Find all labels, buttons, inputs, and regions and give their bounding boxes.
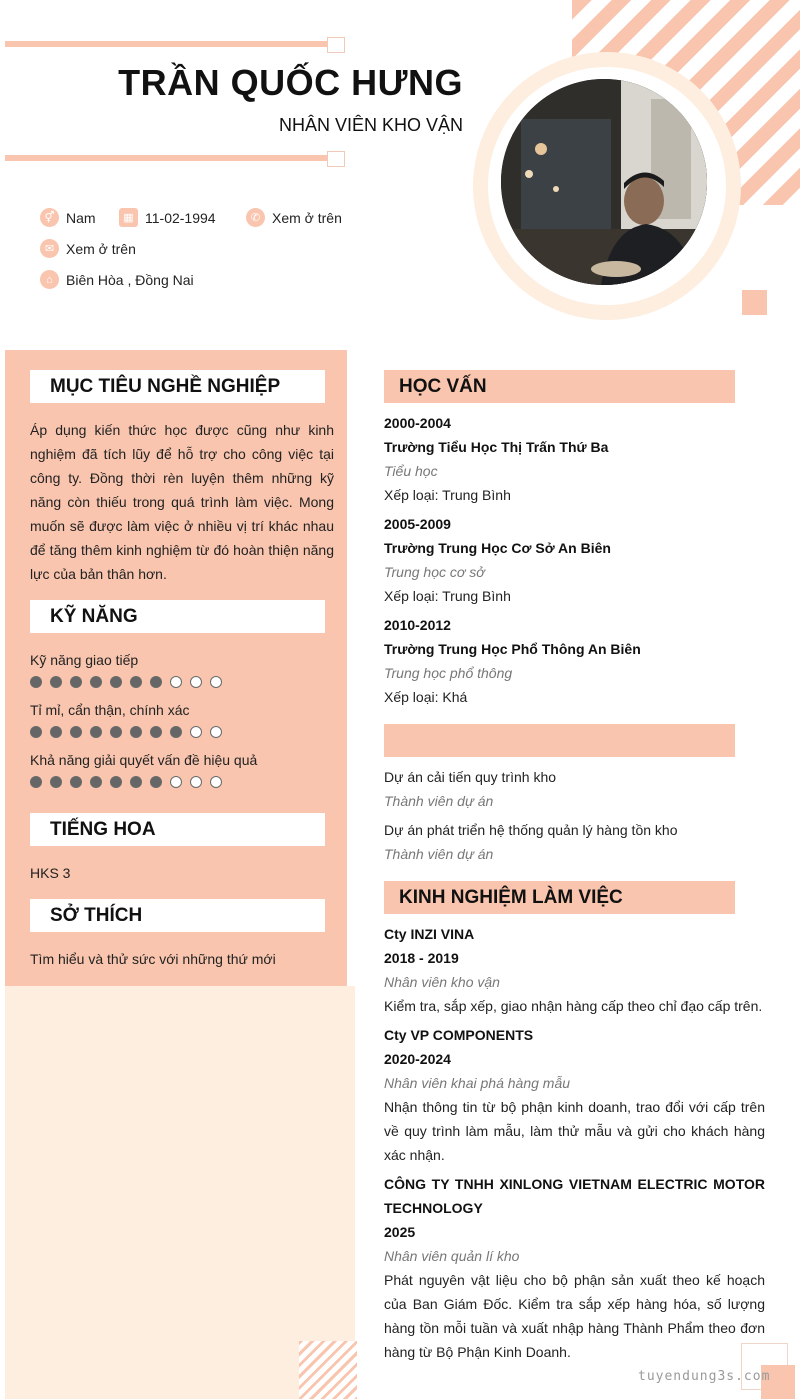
- experience-heading: KINH NGHIỆM LÀM VIỆC: [384, 881, 735, 914]
- rating-dot-filled: [70, 726, 82, 738]
- rating-dot-empty: [190, 776, 202, 788]
- projects-heading: [384, 724, 735, 757]
- rating-dot-empty: [190, 726, 202, 738]
- gender-value: Nam: [66, 209, 96, 226]
- experience-position: Nhân viên quản lí kho: [384, 1248, 520, 1264]
- rating-dot-filled: [50, 776, 62, 788]
- experience-description: Nhận thông tin từ bộ phận kinh doanh, trao đổi với cấp trên về quy trình làm mẫu, làm thử mẫu và gửi cho khách hàng xác nhận.: [384, 1099, 765, 1163]
- email-icon: ✉: [40, 239, 59, 258]
- project-name: Dự án phát triển hệ thống quản lý hàng tồn kho: [384, 822, 678, 838]
- education-level: Trung học cơ sở: [384, 564, 485, 580]
- skills-heading: KỸ NĂNG: [30, 600, 325, 633]
- rating-dot-empty: [210, 676, 222, 688]
- skill-label: Tỉ mỉ, cẩn thận, chính xác: [30, 702, 190, 718]
- home-icon: ⌂: [40, 270, 59, 289]
- job-title: NHÂN VIÊN KHO VẬN: [278, 115, 463, 135]
- contact-gender: [40, 208, 96, 227]
- rating-dot-filled: [50, 676, 62, 688]
- project-role: Thành viên dự án: [384, 793, 494, 809]
- decorative-bar-bottom: [5, 155, 327, 161]
- calendar-icon: ▦: [119, 208, 138, 227]
- watermark: tuyendung3s.com: [638, 1369, 771, 1384]
- gender-icon: ⚥: [40, 208, 59, 227]
- experience-description: Kiểm tra, sắp xếp, giao nhận hàng cấp theo chỉ đạo cấp trên.: [384, 998, 763, 1014]
- phone-value: Xem ở trên: [272, 209, 342, 226]
- rating-dot-filled: [130, 726, 142, 738]
- decorative-stripes-bottom: [299, 1341, 357, 1399]
- rating-dot-empty: [170, 676, 182, 688]
- education-grade: Xếp loại: Khá: [384, 689, 468, 705]
- skill-rating: [30, 726, 222, 738]
- language-text: HKS 3: [30, 865, 71, 881]
- rating-dot-filled: [50, 726, 62, 738]
- rating-dot-filled: [90, 726, 102, 738]
- experience-company: CÔNG TY TNHH XINLONG VIETNAM ELECTRIC MOTOR TECHNOLOGY: [384, 1176, 765, 1216]
- rating-dot-filled: [90, 776, 102, 788]
- skill-label: Khả năng giải quyết vấn đề hiệu quả: [30, 752, 258, 768]
- experience-company: Cty VP COMPONENTS: [384, 1027, 534, 1043]
- birthdate-value: 11-02-1994: [145, 209, 216, 226]
- experience-description: Phát nguyên vật liệu cho bộ phận sản xuất theo kế hoạch của Ban Giám Đốc. Kiểm tra sắp xếp hàng hóa, số lượng hàng tồn mỗi tuần và xuất nhập hàng Thành Phẩm theo đơn hàng từ Bộ Phận Kinh Doanh.: [384, 1272, 765, 1360]
- email-value: Xem ở trên: [66, 240, 136, 257]
- project-name: Dự án cải tiến quy trình kho: [384, 769, 557, 785]
- rating-dot-filled: [30, 776, 42, 788]
- rating-dot-filled: [130, 676, 142, 688]
- education-years: 2010-2012: [384, 617, 451, 633]
- contact-email: [40, 239, 136, 258]
- rating-dot-filled: [150, 676, 162, 688]
- rating-dot-empty: [210, 726, 222, 738]
- rating-dot-filled: [70, 776, 82, 788]
- rating-dot-filled: [150, 726, 162, 738]
- objective-heading: MỤC TIÊU NGHỀ NGHIỆP: [30, 370, 325, 403]
- rating-dot-filled: [130, 776, 142, 788]
- rating-dot-empty: [190, 676, 202, 688]
- hobbies-heading: SỞ THÍCH: [30, 899, 325, 932]
- phone-icon: ✆: [246, 208, 265, 227]
- language-heading: TIẾNG HOA: [30, 813, 325, 846]
- experience-period: 2018 - 2019: [384, 950, 459, 966]
- education-level: Trung học phổ thông: [384, 665, 513, 681]
- address-value: Biên Hòa , Đồng Nai: [66, 271, 194, 288]
- education-school: Trường Tiểu Học Thị Trấn Thứ Ba: [384, 439, 609, 455]
- decorative-bar-end: [327, 151, 345, 167]
- education-school: Trường Trung Học Cơ Sở An Biên: [384, 540, 611, 556]
- contact-phone: [246, 208, 342, 227]
- education-school: Trường Trung Học Phổ Thông An Biên: [384, 641, 641, 657]
- skill-rating: [30, 776, 222, 788]
- education-years: 2005-2009: [384, 516, 451, 532]
- rating-dot-filled: [170, 726, 182, 738]
- rating-dot-filled: [90, 676, 102, 688]
- education-years: 2000-2004: [384, 415, 451, 431]
- experience-period: 2025: [384, 1224, 416, 1240]
- decorative-bar-top: [5, 41, 327, 47]
- project-role: Thành viên dự án: [384, 846, 494, 862]
- contact-address: [40, 270, 194, 289]
- decorative-bar-end: [327, 37, 345, 53]
- experience-period: 2020-2024: [384, 1051, 451, 1067]
- hobbies-text: Tìm hiểu và thử sức với những thứ mới: [30, 951, 276, 967]
- skill-rating: [30, 676, 222, 688]
- experience-company: Cty INZI VINA: [384, 926, 475, 942]
- experience-position: Nhân viên khai phá hàng mẫu: [384, 1075, 571, 1091]
- rating-dot-filled: [150, 776, 162, 788]
- education-heading: HỌC VẤN: [384, 370, 735, 403]
- rating-dot-filled: [70, 676, 82, 688]
- contact-birthdate: [119, 208, 216, 227]
- profile-photo: [501, 79, 707, 285]
- rating-dot-filled: [110, 726, 122, 738]
- rating-dot-filled: [30, 676, 42, 688]
- rating-dot-filled: [30, 726, 42, 738]
- education-grade: Xếp loại: Trung Bình: [384, 588, 511, 604]
- skill-label: Kỹ năng giao tiếp: [30, 652, 139, 668]
- experience-position: Nhân viên kho vận: [384, 974, 500, 990]
- candidate-name: TRẦN QUỐC HƯNG: [118, 62, 463, 103]
- decorative-square: [742, 290, 767, 315]
- education-level: Tiểu học: [384, 463, 438, 479]
- rating-dot-empty: [210, 776, 222, 788]
- rating-dot-empty: [170, 776, 182, 788]
- education-grade: Xếp loại: Trung Bình: [384, 487, 511, 503]
- objective-text: Áp dụng kiến thức học được cũng như kinh nghiệm đã tích lũy để hỗ trợ cho công việc tại công ty. Đồng thời rèn luyện thêm những kỹ năng còn thiếu trong quá trình làm việc. Mong muốn sẽ được làm việc ở nhiều vị trí khác nhau để tăng thêm kinh nghiệm từ đó hoàn thiện năng lực của bản thân hơn.: [30, 422, 334, 582]
- rating-dot-filled: [110, 776, 122, 788]
- rating-dot-filled: [110, 676, 122, 688]
- left-panel-lower: [5, 986, 355, 1399]
